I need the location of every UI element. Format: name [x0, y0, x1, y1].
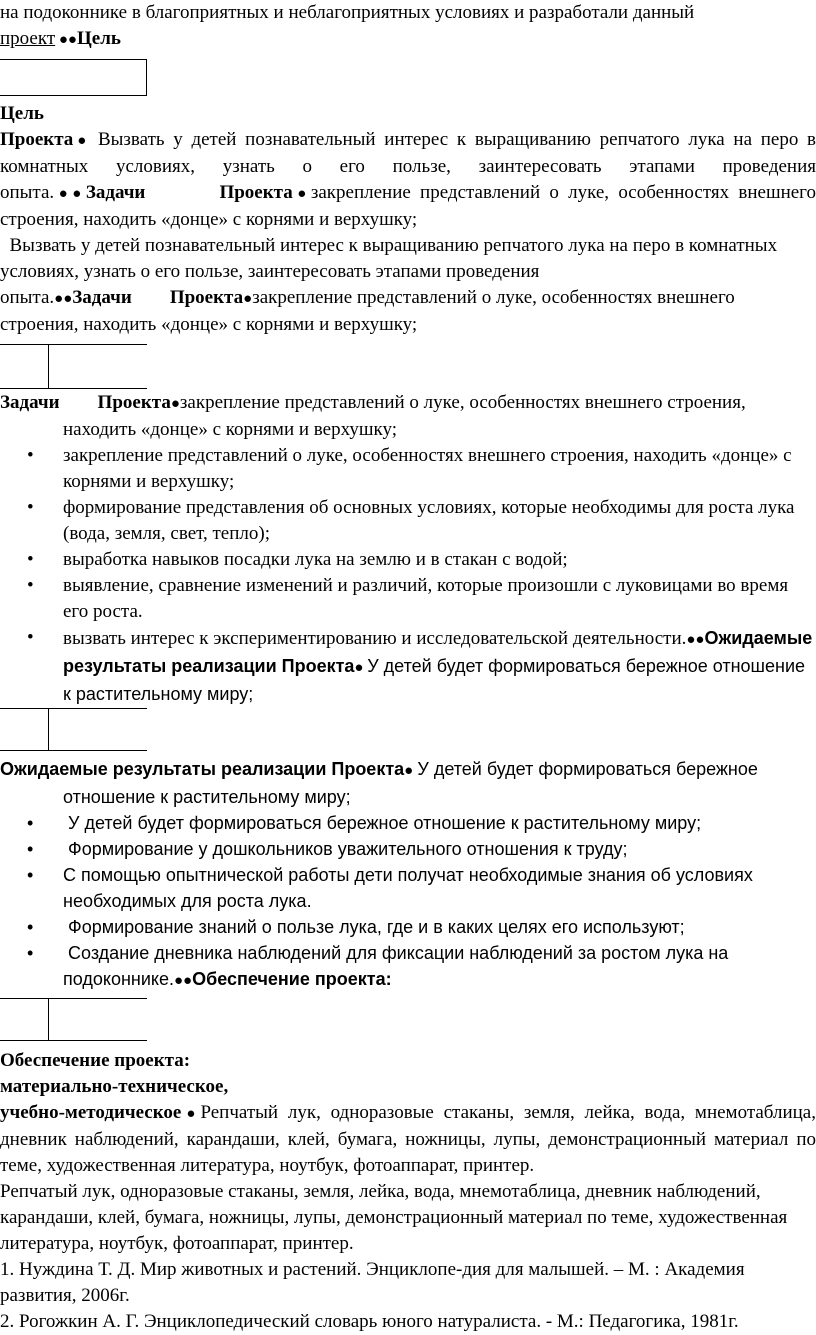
table-cell-box — [0, 994, 816, 1040]
bullet-marker: ● — [181, 1106, 201, 1122]
support-repeat: Репчатый лук, одноразовые стаканы, земля, лейка, вода, мнемотаблица, дневник наблюдений, карандаши, клей, бумага, ножницы, лупы, демонстрационный материал по теме, художественная литература, ноутбук, фотоаппарат, принтер. — [0, 1181, 788, 1254]
results-list — [0, 810, 816, 994]
goal-repeat-text: Вызвать у детей познавательный интерес к выращиванию репчатого лука на перо в комнатных условиях, узнать о его пользе, заинтересовать этапами проведения опыта. — [0, 235, 782, 308]
goal-repeat-paragraph — [0, 233, 816, 338]
goal-heading: Цель — [0, 103, 44, 124]
support-label: Обеспечение проекта: — [192, 969, 392, 989]
tasks-heading: Задачи Проекта — [0, 392, 171, 413]
goal-paragraph — [0, 127, 816, 233]
tasks-heading-paragraph — [0, 390, 816, 443]
reference-item: 2. Рогожкин А. Г. Энциклопедический словарь юного натуралиста. - М.: Педагогика, 1981г. — [0, 1311, 739, 1332]
list-item: • выработка навыков посадки лука на землю и в стакан с водой; — [0, 547, 816, 573]
bullet-marker: ● — [73, 133, 98, 149]
results-label: Ожидаемые результаты реализации Проекта — [63, 628, 813, 676]
list-item-text: Создание дневника наблюдений для фиксации наблюдений за ростом лука на подоконнике. — [63, 943, 734, 989]
tasks-repeat-text: закрепление представлений о луке, особенностях внешнего строения, находить «донце» с корнями и верхушку; — [0, 287, 735, 335]
bullet-marker: ●● — [686, 632, 705, 648]
list-item: • Формирование у дошкольников уважительного отношения к труду; — [0, 836, 816, 862]
goal-label: Проекта — [0, 129, 74, 150]
table-cell-box — [0, 338, 816, 390]
list-item: • выявление, сравнение изменений и различий, которые произошли с луковицами во время его роста. — [0, 573, 816, 625]
tasks-label: Задачи Проекта — [72, 287, 244, 308]
list-item — [0, 940, 816, 994]
list-item — [0, 625, 816, 708]
bullet-marker: ●● — [174, 972, 193, 989]
bullet-marker: ● — [354, 660, 368, 676]
intro-text: на подоконнике в благоприятных и неблагоприятных условиях и разработали данный — [0, 2, 695, 23]
results-lead: У детей будет формироваться бережное отношение к растительному миру; — [63, 759, 758, 807]
intro-line — [0, 0, 816, 26]
support-sub-1: материально-техническое, — [0, 1076, 229, 1097]
goal-text: Вызвать у детей познавательный интерес к выращиванию репчатого лука на перо в комнатных условиях, узнать о его пользе, заинтересовать этапами проведения опыта. — [0, 129, 816, 203]
list-item: • У детей будет формироваться бережное отношение к растительному миру; — [0, 810, 816, 836]
support-heading: Обеспечение проекта: — [0, 1050, 191, 1071]
bullet-marker: ● — [170, 396, 180, 412]
list-item: • формирование представления об основных условиях, которые необходимы для роста лука (вода, земля, свет, тепло); — [0, 495, 816, 547]
intro-project-word: проект — [0, 28, 56, 49]
table-cell-box — [0, 708, 816, 752]
bullet-marker: ● — [292, 186, 311, 202]
results-heading: Ожидаемые результаты реализации Проекта — [0, 759, 405, 779]
results-text: У детей будет формироваться бережное отношение к растительному миру; — [63, 656, 806, 704]
bullet-marker: ● — [243, 291, 253, 307]
results-heading-paragraph — [0, 756, 816, 810]
intro-line-2 — [0, 26, 816, 53]
bullet-marker: ● — [404, 762, 418, 779]
table-cell-box — [0, 53, 816, 99]
bullet-marker: ●● — [54, 186, 86, 202]
support-text: Репчатый лук, одноразовые стаканы, земля, лейка, вода, мнемотаблица, дневник наблюдений, карандаши, клей, бумага, ножницы, лупы, демонстрационный материал по теме, художественная литература, ноутбук, фотоаппарат, принтер. — [0, 1102, 816, 1176]
support-sub-2: учебно-методическое — [0, 1102, 182, 1123]
tasks-label: Задачи Проекта — [85, 182, 293, 203]
support-paragraph — [0, 1100, 816, 1179]
intro-goal-label: Цель — [77, 28, 121, 49]
tasks-text: закрепление представлений о луке, особенностях внешнего строения, находить «донце» с корнями и верхушку; — [0, 182, 816, 230]
list-item: • С помощью опытнической работы дети получат необходимые знания об условиях необходимых для роста лука. — [0, 862, 816, 914]
list-item: • Формирование знаний о пользе лука, где и в каких целях его используют; — [0, 914, 816, 940]
tasks-list — [0, 443, 816, 708]
bullet-marker: ●● — [54, 291, 73, 307]
list-item-text: вызвать интерес к экспериментированию и исследовательской деятельности. — [63, 628, 687, 649]
tasks-lead: закрепление представлений о луке, особенностях внешнего строения, находить «донце» с корнями и верхушку; — [63, 392, 746, 440]
reference-item: 1. Нуждина Т. Д. Мир животных и растений. Энциклопе-дия для малышей. – М. : Академия развития, 2006г. — [0, 1259, 745, 1306]
bullet-marker: ●● — [55, 32, 77, 48]
list-item: • закрепление представлений о луке, особенностях внешнего строения, находить «донце» с корнями и верхушку; — [0, 443, 816, 495]
